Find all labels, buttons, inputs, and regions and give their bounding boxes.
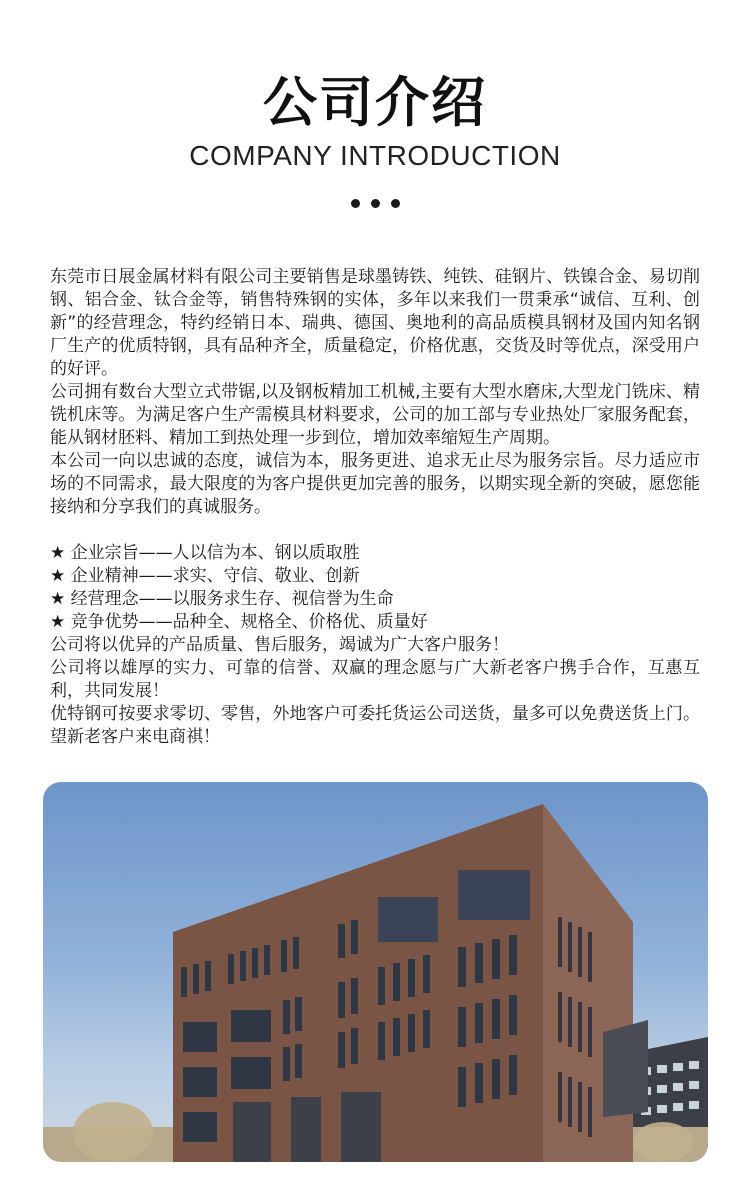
- intro-paragraph: 公司拥有数台大型立式带锯,以及钢板精加工机械,主要有大型水磨床,大型龙门铣床、精铣机床等。为满足客户生产需模具材料要求，公司的加工部与专业热处厂家服务配套，能从钢材胚料、精加工到热处理一步到位，增加效率缩短生产周期。: [50, 382, 700, 448]
- feature-item: ★ 竞争优势——品种全、规格全、价格优、质量好: [50, 612, 428, 632]
- page-subtitle: COMPANY INTRODUCTION: [189, 140, 561, 171]
- feature-item: ★ 经营理念——以服务求生存、视信誉为生命: [50, 589, 394, 609]
- company-building-photo: [43, 782, 708, 1162]
- dot-icon: [371, 199, 380, 208]
- company-introduction-text: [50, 266, 700, 749]
- dot-icon: [351, 199, 360, 208]
- closing-paragraph: 优特钢可按要求零切、零售，外地客户可委托货运公司送货，量多可以免费送货上门。望新老客户来电商祺！: [50, 704, 700, 747]
- decorative-dots: [0, 199, 750, 208]
- intro-paragraph: 东莞市日展金属材料有限公司主要销售是球墨铸铁、纯铁、硅钢片、铁镍合金、易切削钢、铝合金、钛合金等，销售特殊钢的实体，多年以来我们一贯秉承“诚信、互利、创新”的经营理念，特约经销日本、瑞典、德国、奥地利的高品质模具钢材及国内知名钢厂生产的优质特钢，具有品种齐全，质量稳定，价格优惠，交货及时等优点，深受用户的好评。: [50, 267, 700, 379]
- feature-item: ★ 企业精神——求实、守信、敬业、创新: [50, 566, 360, 586]
- building-illustration: [43, 782, 708, 1162]
- intro-paragraph: 本公司一向以忠诚的态度，诚信为本，服务更进、追求无止尽为服务宗旨。尽力适应市场的不同需求，最大限度的为客户提供更加完善的服务，以期实现全新的突破，愿您能接纳和分享我们的真诚服务。: [50, 451, 700, 517]
- page-title: 公司介绍: [263, 71, 487, 134]
- feature-item: ★ 企业宗旨——人以信为本、钢以质取胜: [50, 543, 360, 563]
- closing-paragraph: 公司将以雄厚的实力、可靠的信誉、双赢的理念愿与广大新老客户携手合作，互惠互利，共同发展！: [50, 658, 700, 701]
- closing-paragraph: 公司将以优异的产品质量、售后服务，竭诚为广大客户服务！: [50, 635, 509, 655]
- dot-icon: [391, 199, 400, 208]
